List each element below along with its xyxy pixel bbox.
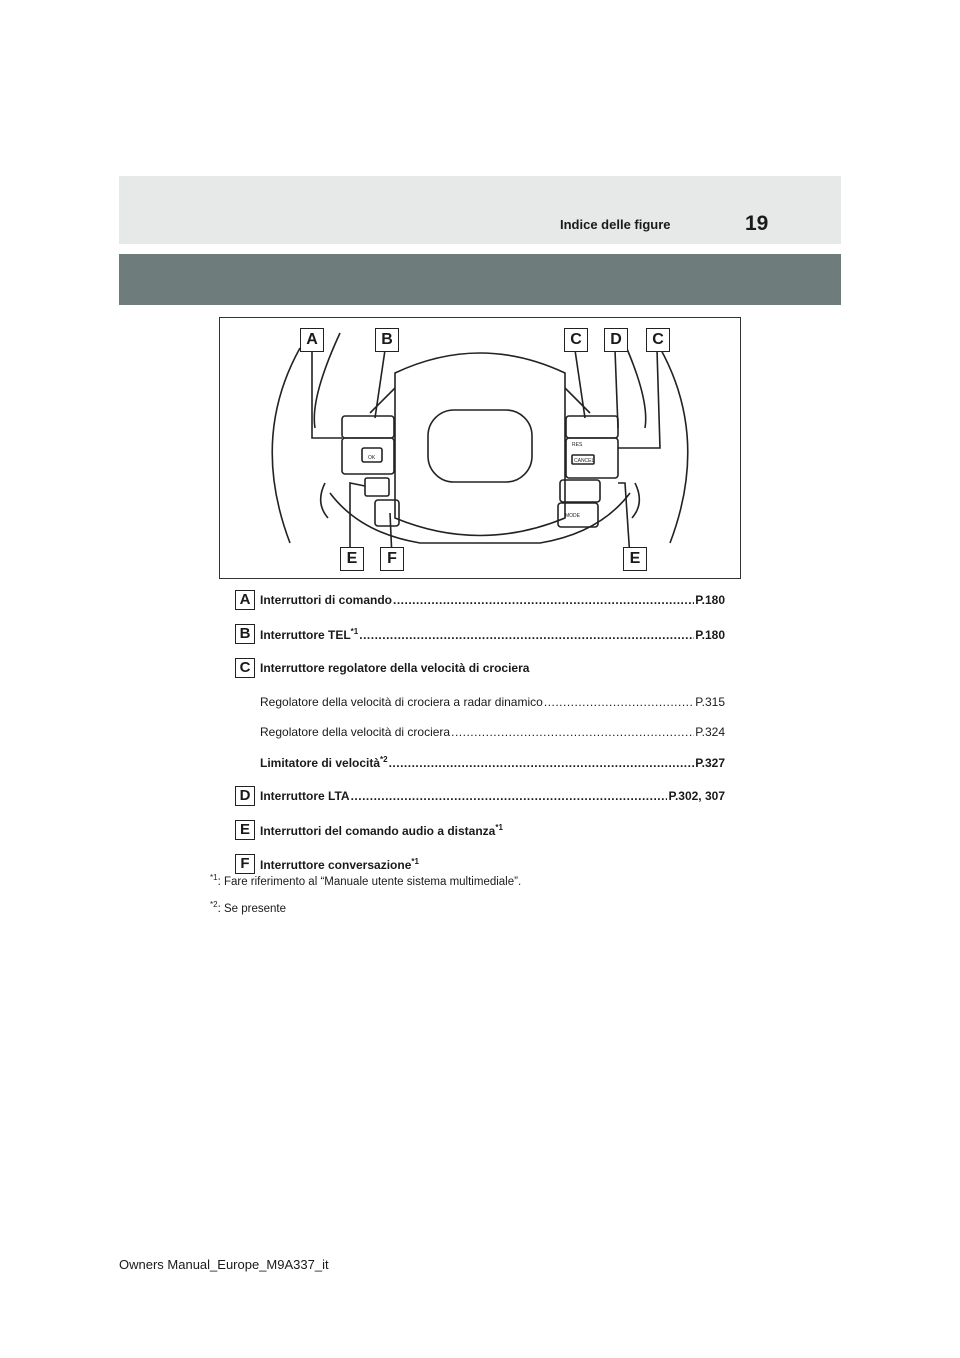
footnote-mark: *1 <box>210 873 218 882</box>
entry-letter: B <box>235 624 255 644</box>
entry-label: Interruttori del comando audio a distanza <box>260 824 496 838</box>
list-item <box>235 691 725 715</box>
list-item <box>235 751 725 775</box>
footnote-mark: *1 <box>495 823 503 832</box>
diagram-label-e: E <box>340 547 364 571</box>
entry-label: Limitatore di velocità <box>260 756 381 770</box>
header-band <box>119 176 841 244</box>
entry-letter: A <box>235 590 255 610</box>
entry-page-ref[interactable]: P.315 <box>695 695 725 709</box>
footnote-text: : Se presente <box>217 902 286 915</box>
entry-label: Interruttore TEL <box>260 628 351 642</box>
footnote-item <box>210 873 521 888</box>
entry-letter: D <box>235 786 255 806</box>
footnote-mark: *2 <box>380 755 388 764</box>
footnote-mark: *2 <box>210 899 218 909</box>
diagram-label-a: A <box>300 328 324 352</box>
diagram-label-e2: E <box>623 547 647 571</box>
section-band <box>119 254 841 305</box>
entry-page-ref[interactable]: P.327 <box>695 756 725 770</box>
list-item <box>235 623 725 647</box>
res-button-label: RES <box>572 442 583 448</box>
ok-button-label: OK <box>368 455 376 461</box>
figure-index-list <box>235 589 725 887</box>
footnote-mark: *1 <box>411 857 419 866</box>
list-item <box>235 589 725 613</box>
list-item <box>235 819 725 843</box>
steering-wheel-illustration <box>220 318 740 578</box>
list-item <box>235 785 725 809</box>
entry-label: Interruttore LTA <box>260 789 350 803</box>
page-number: 19 <box>745 212 769 235</box>
entry-page-ref[interactable]: P.324 <box>695 725 725 739</box>
diagram-label-f: F <box>380 547 404 571</box>
entry-label: Interruttori di comando <box>260 593 392 607</box>
entry-label: Interruttore conversazione <box>260 858 412 872</box>
footnote-text: : Fare riferimento al “Manuale utente sistema multimediale”. <box>217 875 522 888</box>
entry-label: Regolatore della velocità di crociera <box>260 725 451 739</box>
entry-letter: C <box>235 658 255 678</box>
diagram-label-c2: C <box>646 328 670 352</box>
cancel-button-label: CANCEL <box>574 458 595 464</box>
footnote-item <box>210 900 521 915</box>
document-footer: Owners Manual_Europe_M9A337_it <box>119 1257 329 1272</box>
steering-wheel-figure <box>219 317 741 579</box>
diagram-label-d: D <box>604 328 628 352</box>
diagram-label-b: B <box>375 328 399 352</box>
list-item <box>235 657 725 681</box>
entry-label: Regolatore della velocità di crociera a radar dinamico <box>260 695 543 709</box>
entry-letter: E <box>235 820 255 840</box>
footnote-mark: *1 <box>350 627 359 636</box>
entry-page-ref[interactable]: P.302, 307 <box>668 789 725 803</box>
mode-button-label: MODE <box>565 513 580 519</box>
section-title: Indice delle figure <box>560 217 671 232</box>
diagram-label-c: C <box>564 328 588 352</box>
entry-page-ref[interactable]: P.180 <box>695 628 725 642</box>
footnotes <box>210 873 521 927</box>
entry-page-ref[interactable]: P.180 <box>695 593 725 607</box>
entry-label: Interruttore regolatore della velocità di crociera <box>260 661 530 675</box>
entry-letter: F <box>235 854 255 874</box>
list-item <box>235 721 725 745</box>
